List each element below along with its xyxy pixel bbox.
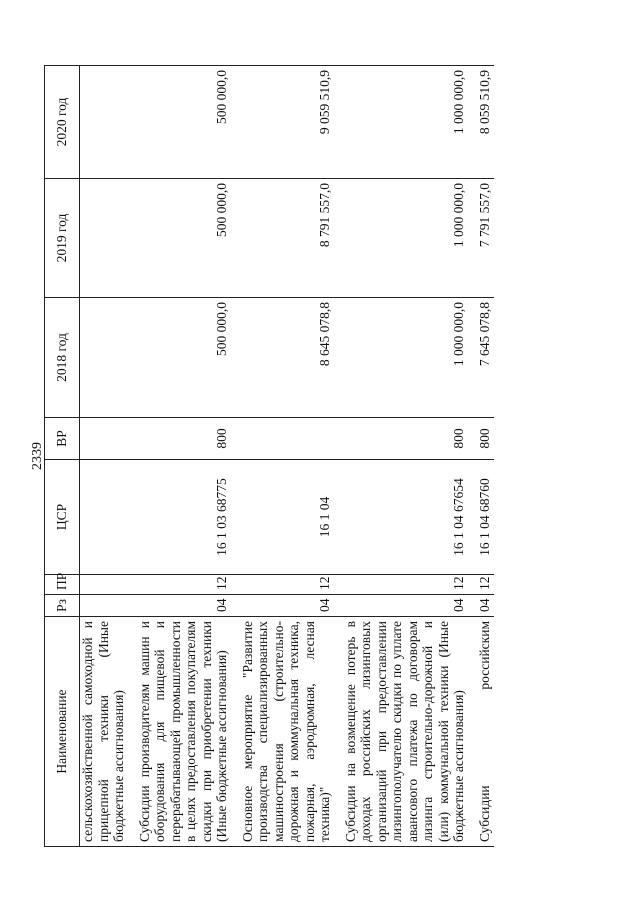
row-csr [80, 460, 129, 575]
row-name: Субсидии производителям машин и оборудования для пищевой и перерабатывающей промышленности в целях предоставления покупателям скидки при приобретении техники (Иные бюджетные ассигнования) [129, 617, 232, 847]
budget-table [44, 65, 494, 847]
row-rz: 04 [232, 595, 335, 617]
table-row [129, 66, 232, 847]
row-rz [80, 595, 129, 617]
row-rz: 04 [335, 595, 469, 617]
row-2019: 1 000 000,0 [335, 179, 469, 298]
row-name: сельскохозяйственной самоходной и прицепной техники (Иные бюджетные ассигнования) [80, 617, 129, 847]
row-pr: 12 [232, 575, 335, 595]
row-2019: 7 791 557,0 [469, 179, 495, 298]
row-2018 [80, 298, 129, 418]
row-csr: 16 1 04 68760 [469, 460, 495, 575]
row-pr [80, 575, 129, 595]
row-2020: 8 059 510,9 [469, 66, 495, 179]
table-row [335, 66, 469, 847]
row-vr: 800 [335, 418, 469, 460]
row-2019: 500 000,0 [129, 179, 232, 298]
row-csr: 16 1 03 68775 [129, 460, 232, 575]
row-2020: 500 000,0 [129, 66, 232, 179]
row-vr: 800 [129, 418, 232, 460]
row-2019: 8 791 557,0 [232, 179, 335, 298]
row-csr: 16 1 04 67654 [335, 460, 469, 575]
row-2020: 9 059 510,9 [232, 66, 335, 179]
header-name: Наименование [45, 617, 80, 847]
row-vr: 800 [469, 418, 495, 460]
table-row [469, 66, 495, 847]
row-2018: 1 000 000,0 [335, 298, 469, 418]
row-pr: 12 [469, 575, 495, 595]
row-pr: 12 [335, 575, 469, 595]
row-name: Основное мероприятие "Развитие производства специализированных машиностроения (строительно-дорожная и коммунальная техника, пожарная, аэродромная, лесная техника)" [232, 617, 335, 847]
table-header-row [45, 66, 80, 847]
row-2018: 7 645 078,8 [469, 298, 495, 418]
budget-table-sheet [44, 66, 574, 847]
row-rz: 04 [129, 595, 232, 617]
row-vr [232, 418, 335, 460]
row-pr: 12 [129, 575, 232, 595]
row-vr [80, 418, 129, 460]
row-2018: 8 645 078,8 [232, 298, 335, 418]
table-row [80, 66, 129, 847]
row-rz: 04 [469, 595, 495, 617]
row-csr: 16 1 04 [232, 460, 335, 575]
header-pr: ПР [45, 575, 80, 595]
row-2020 [80, 66, 129, 179]
row-name: Субсидии на возмещение потерь в доходах российских лизинговых организаций при предоставлении лизингополучателю скидки по уплате авансового платежа по договорам лизинга строительно-дорожной и (или) коммунальной техники (Иные бюджетные ассигнования) [335, 617, 469, 847]
header-2018: 2018 год [45, 298, 80, 418]
header-2019: 2019 год [45, 179, 80, 298]
header-csr: ЦСР [45, 460, 80, 575]
row-2018: 500 000,0 [129, 298, 232, 418]
header-vr: ВР [45, 418, 80, 460]
header-2020: 2020 год [45, 66, 80, 179]
table-row [232, 66, 335, 847]
row-2020: 1 000 000,0 [335, 66, 469, 179]
row-2019 [80, 179, 129, 298]
page-number: 2339 [30, 442, 45, 470]
header-rz: Рз [45, 595, 80, 617]
row-name: Субсидии российским [469, 617, 495, 847]
